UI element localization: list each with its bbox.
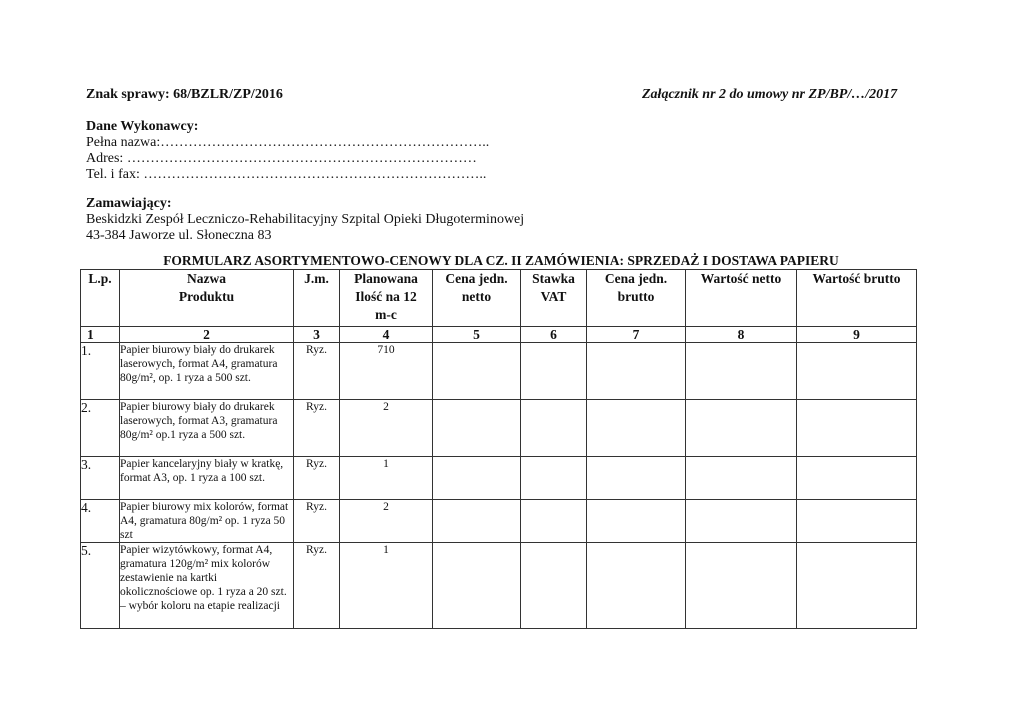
header-unit: J.m. <box>294 270 340 327</box>
row-unit-price-net-cell[interactable] <box>433 343 521 400</box>
row-product-name: Papier biurowy mix kolorów, format A4, gramatura 80g/m² op. 1 ryza 50 szt <box>120 500 294 543</box>
row-unit-price-net-cell[interactable] <box>433 400 521 457</box>
row-unit: Ryz. <box>294 457 340 500</box>
price-form-table <box>80 269 917 629</box>
row-quantity: 2 <box>340 500 433 543</box>
row-product-name: Papier kancelaryjny biały w kratkę, format A3, op. 1 ryza a 100 szt. <box>120 457 294 500</box>
form-title: FORMULARZ ASORTYMENTOWO-CENOWY DLA CZ. II ZAMÓWIENIA: SPRZEDAŻ I DOSTAWA PAPIERU <box>163 253 839 268</box>
column-number: 4 <box>340 327 433 343</box>
contractor-name-line: Pełna nazwa:…………………………………………………………….. <box>86 135 490 150</box>
row-total-net-cell[interactable] <box>686 500 797 543</box>
column-number-row <box>81 327 917 343</box>
column-number: 9 <box>797 327 917 343</box>
row-vat-rate-cell[interactable] <box>521 500 587 543</box>
column-number: 6 <box>521 327 587 343</box>
row-lp: 5. <box>81 543 120 629</box>
buyer-address: 43-384 Jaworze ul. Słoneczna 83 <box>86 228 272 243</box>
row-lp: 4. <box>81 500 120 543</box>
table-row <box>81 500 917 543</box>
row-product-name: Papier biurowy biały do drukarek laserowych, format A3, gramatura 80g/m² op.1 ryza a 500 szt. <box>120 400 294 457</box>
column-number: 8 <box>686 327 797 343</box>
row-product-name: Papier biurowy biały do drukarek laserowych, format A4, gramatura 80g/m², op. 1 ryza a 500 szt. <box>120 343 294 400</box>
row-vat-rate-cell[interactable] <box>521 343 587 400</box>
buyer-name: Beskidzki Zespół Leczniczo-Rehabilitacyjny Szpital Opieki Długoterminowej <box>86 212 525 227</box>
header-vat-rate: Stawka VAT <box>521 270 587 327</box>
row-lp: 3. <box>81 457 120 500</box>
header-lp: L.p. <box>81 270 120 327</box>
row-vat-rate-cell[interactable] <box>521 457 587 500</box>
table-row <box>81 343 917 400</box>
row-unit: Ryz. <box>294 343 340 400</box>
row-lp: 1. <box>81 343 120 400</box>
annex-reference: Załącznik nr 2 do umowy nr ZP/BP/…/2017 <box>642 87 898 102</box>
column-number: 2 <box>120 327 294 343</box>
contractor-phone-line: Tel. i fax: ……………………………………………………………….. <box>86 167 487 182</box>
row-vat-rate-cell[interactable] <box>521 400 587 457</box>
header-unit-price-gross: Cena jedn. brutto <box>587 270 686 327</box>
row-unit: Ryz. <box>294 543 340 629</box>
column-number: 1 <box>81 327 120 343</box>
row-total-gross-cell[interactable] <box>797 457 917 500</box>
row-total-gross-cell[interactable] <box>797 400 917 457</box>
row-vat-rate-cell[interactable] <box>521 543 587 629</box>
header-product-name: Nazwa Produktu <box>120 270 294 327</box>
row-total-net-cell[interactable] <box>686 400 797 457</box>
row-unit: Ryz. <box>294 500 340 543</box>
row-total-gross-cell[interactable] <box>797 343 917 400</box>
row-total-net-cell[interactable] <box>686 543 797 629</box>
row-unit-price-gross-cell[interactable] <box>587 457 686 500</box>
table-row <box>81 543 917 629</box>
header-row <box>81 270 917 327</box>
row-unit-price-gross-cell[interactable] <box>587 500 686 543</box>
column-number: 5 <box>433 327 521 343</box>
header-total-net: Wartość netto <box>686 270 797 327</box>
row-quantity: 710 <box>340 343 433 400</box>
case-number: Znak sprawy: 68/BZLR/ZP/2016 <box>86 87 283 102</box>
row-unit-price-net-cell[interactable] <box>433 500 521 543</box>
row-quantity: 2 <box>340 400 433 457</box>
table-row <box>81 400 917 457</box>
header-unit-price-net: Cena jedn. netto <box>433 270 521 327</box>
row-total-gross-cell[interactable] <box>797 500 917 543</box>
row-total-net-cell[interactable] <box>686 457 797 500</box>
row-quantity: 1 <box>340 457 433 500</box>
row-unit-price-gross-cell[interactable] <box>587 343 686 400</box>
row-unit-price-gross-cell[interactable] <box>587 400 686 457</box>
table-row <box>81 457 917 500</box>
row-total-gross-cell[interactable] <box>797 543 917 629</box>
row-lp: 2. <box>81 400 120 457</box>
row-product-name: Papier wizytówkowy, format A4, gramatura 120g/m² mix kolorów zestawienie na kartki okolicznościowe op. 1 ryza a 20 szt. – wybór koloru na etapie realizacji <box>120 543 294 629</box>
buyer-heading: Zamawiający: <box>86 196 172 211</box>
row-unit-price-net-cell[interactable] <box>433 543 521 629</box>
header-total-gross: Wartość brutto <box>797 270 917 327</box>
row-unit-price-net-cell[interactable] <box>433 457 521 500</box>
contractor-address-line: Adres: ………………………………………………………………… <box>86 151 477 166</box>
row-unit-price-gross-cell[interactable] <box>587 543 686 629</box>
contractor-heading: Dane Wykonawcy: <box>86 119 199 134</box>
row-unit: Ryz. <box>294 400 340 457</box>
row-total-net-cell[interactable] <box>686 343 797 400</box>
row-quantity: 1 <box>340 543 433 629</box>
column-number: 3 <box>294 327 340 343</box>
header-planned-quantity: Planowana Ilość na 12 m-c <box>340 270 433 327</box>
column-number: 7 <box>587 327 686 343</box>
